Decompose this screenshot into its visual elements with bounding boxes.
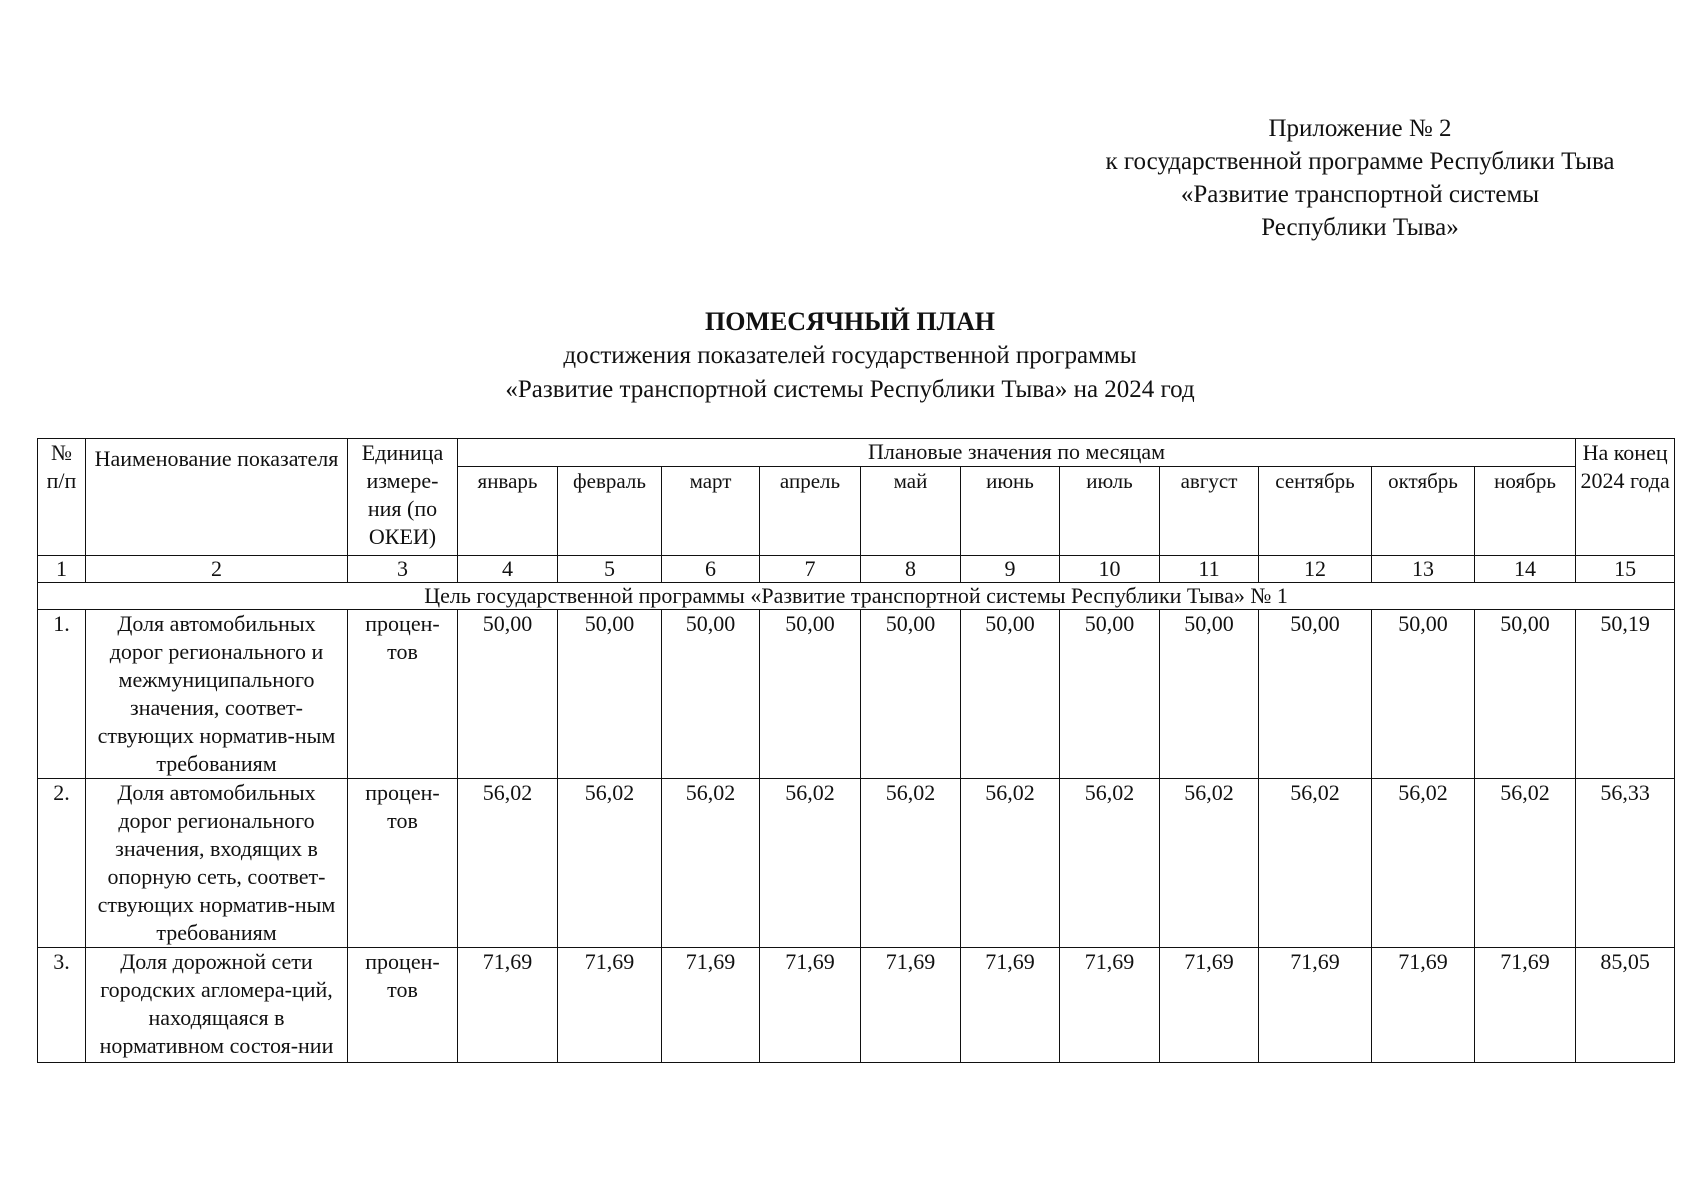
indicator-name: Доля автомобильных дорог регионального значения, входящих в опорную сеть, соответ-ствующих норматив-ным требованиям bbox=[86, 779, 348, 948]
header-month: ноябрь bbox=[1475, 467, 1576, 556]
table-row bbox=[38, 779, 1675, 948]
column-number-row bbox=[38, 556, 1675, 583]
monthly-plan-table bbox=[37, 438, 1675, 1063]
end-of-year-value: 50,19 bbox=[1576, 610, 1675, 779]
header-month: февраль bbox=[558, 467, 662, 556]
title-main: ПОМЕСЯЧНЫЙ ПЛАН bbox=[704, 307, 996, 336]
monthly-value: 56,02 bbox=[760, 779, 861, 948]
indicator-name: Доля дорожной сети городских агломера-ций, находящаяся в нормативном состоя-нии bbox=[86, 948, 348, 1063]
header-month: октябрь bbox=[1372, 467, 1475, 556]
header-row-top bbox=[38, 439, 1675, 467]
column-number: 13 bbox=[1372, 556, 1475, 583]
row-number: 1. bbox=[38, 610, 86, 779]
header-month: июнь bbox=[961, 467, 1060, 556]
header-monthly: Плановые значения по месяцам bbox=[458, 439, 1576, 467]
appendix-block bbox=[1040, 112, 1680, 244]
monthly-value: 50,00 bbox=[760, 610, 861, 779]
unit-cell: процен-тов bbox=[348, 948, 458, 1063]
monthly-value: 50,00 bbox=[1060, 610, 1160, 779]
column-number: 1 bbox=[38, 556, 86, 583]
header-month: март bbox=[662, 467, 760, 556]
monthly-value: 56,02 bbox=[458, 779, 558, 948]
header-month: апрель bbox=[760, 467, 861, 556]
row-number: 2. bbox=[38, 779, 86, 948]
monthly-value: 71,69 bbox=[861, 948, 961, 1063]
monthly-value: 71,69 bbox=[558, 948, 662, 1063]
column-number: 12 bbox=[1259, 556, 1372, 583]
table-row bbox=[38, 948, 1675, 1063]
monthly-value: 50,00 bbox=[662, 610, 760, 779]
monthly-value: 71,69 bbox=[1160, 948, 1259, 1063]
title-sub-1: достижения показателей государственной программы bbox=[563, 342, 1137, 369]
column-number: 14 bbox=[1475, 556, 1576, 583]
monthly-value: 56,02 bbox=[1475, 779, 1576, 948]
column-number: 5 bbox=[558, 556, 662, 583]
column-number: 8 bbox=[861, 556, 961, 583]
appendix-line-3: «Развитие транспортной системы bbox=[1180, 181, 1540, 208]
column-number: 4 bbox=[458, 556, 558, 583]
monthly-value: 71,69 bbox=[760, 948, 861, 1063]
monthly-value: 56,02 bbox=[662, 779, 760, 948]
monthly-value: 56,02 bbox=[1160, 779, 1259, 948]
monthly-value: 50,00 bbox=[961, 610, 1060, 779]
monthly-value: 50,00 bbox=[861, 610, 961, 779]
header-unit: Единица измере-ния (по ОКЕИ) bbox=[348, 439, 458, 556]
header-month: май bbox=[861, 467, 961, 556]
end-of-year-value: 85,05 bbox=[1576, 948, 1675, 1063]
column-number: 15 bbox=[1576, 556, 1675, 583]
monthly-value: 56,02 bbox=[558, 779, 662, 948]
header-month: август bbox=[1160, 467, 1259, 556]
column-number: 9 bbox=[961, 556, 1060, 583]
unit-cell: процен-тов bbox=[348, 610, 458, 779]
column-number: 11 bbox=[1160, 556, 1259, 583]
monthly-value: 50,00 bbox=[1160, 610, 1259, 779]
header-name: Наименование показателя bbox=[86, 439, 348, 556]
header-month: июль bbox=[1060, 467, 1160, 556]
table-body bbox=[38, 556, 1675, 1063]
unit-cell: процен-тов bbox=[348, 779, 458, 948]
monthly-value: 71,69 bbox=[1372, 948, 1475, 1063]
monthly-value: 50,00 bbox=[1475, 610, 1576, 779]
monthly-value: 71,69 bbox=[1475, 948, 1576, 1063]
header-month: сентябрь bbox=[1259, 467, 1372, 556]
title-sub-2: «Развитие транспортной системы Республики Тыва» на 2024 год bbox=[505, 376, 1195, 403]
column-number: 10 bbox=[1060, 556, 1160, 583]
monthly-value: 71,69 bbox=[961, 948, 1060, 1063]
monthly-value: 50,00 bbox=[558, 610, 662, 779]
column-number: 3 bbox=[348, 556, 458, 583]
goal-text: Цель государственной программы «Развитие транспортной системы Республики Тыва» № 1 bbox=[38, 583, 1675, 610]
document-title bbox=[440, 305, 1260, 407]
header-month: январь bbox=[458, 467, 558, 556]
monthly-value: 50,00 bbox=[458, 610, 558, 779]
end-of-year-value: 56,33 bbox=[1576, 779, 1675, 948]
row-number: 3. bbox=[38, 948, 86, 1063]
monthly-value: 50,00 bbox=[1259, 610, 1372, 779]
column-number: 2 bbox=[86, 556, 348, 583]
goal-row bbox=[38, 583, 1675, 610]
column-number: 6 bbox=[662, 556, 760, 583]
appendix-line-1: Приложение № 2 bbox=[1268, 115, 1452, 142]
header-end-of-year: На конец 2024 года bbox=[1576, 439, 1675, 556]
monthly-value: 56,02 bbox=[961, 779, 1060, 948]
header-num: № п/п bbox=[38, 439, 86, 556]
monthly-value: 71,69 bbox=[1060, 948, 1160, 1063]
appendix-line-2: к государственной программе Республики Тыва bbox=[1105, 148, 1615, 175]
appendix-line-4: Республики Тыва» bbox=[1261, 214, 1459, 241]
monthly-value: 71,69 bbox=[458, 948, 558, 1063]
monthly-value: 56,02 bbox=[1060, 779, 1160, 948]
monthly-value: 56,02 bbox=[1259, 779, 1372, 948]
monthly-value: 71,69 bbox=[1259, 948, 1372, 1063]
column-number: 7 bbox=[760, 556, 861, 583]
monthly-value: 56,02 bbox=[1372, 779, 1475, 948]
indicator-name: Доля автомобильных дорог регионального и межмуниципального значения, соответ-ствующих норматив-ным требованиям bbox=[86, 610, 348, 779]
table-row bbox=[38, 610, 1675, 779]
monthly-value: 50,00 bbox=[1372, 610, 1475, 779]
monthly-value: 71,69 bbox=[662, 948, 760, 1063]
monthly-value: 56,02 bbox=[861, 779, 961, 948]
